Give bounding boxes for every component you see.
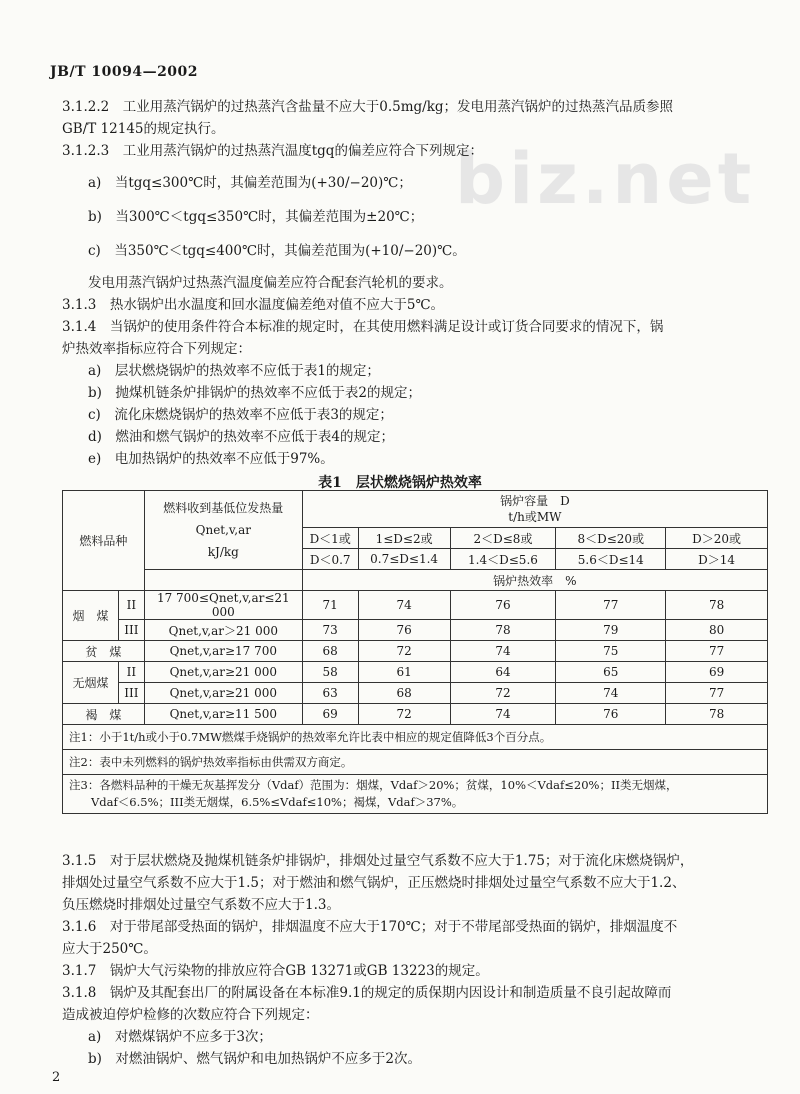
fuel-header: 燃料品种 bbox=[63, 491, 145, 591]
value-cell: 78 bbox=[666, 704, 768, 725]
capacity-col: D＜0.7 bbox=[302, 549, 358, 570]
heat-cell: Qnet,v,ar＞21 000 bbox=[144, 620, 302, 641]
value-cell: 76 bbox=[450, 591, 556, 620]
value-cell: 76 bbox=[358, 620, 450, 641]
value-cell: 72 bbox=[450, 683, 556, 704]
table-note-cont: Vdaf＜6.5%；III类无烟煤，6.5%≤Vdaf≤10%；褐煤，Vdaf＞37%。 bbox=[91, 795, 464, 809]
table-row bbox=[63, 641, 768, 662]
watermark: biz.net bbox=[455, 138, 756, 220]
value-cell: 72 bbox=[358, 641, 450, 662]
heat-header-unit: kJ/kg bbox=[207, 545, 239, 559]
value-cell: 78 bbox=[450, 620, 556, 641]
clause-3-1-2-2-line1: 3.1.2.2 工业用蒸汽锅炉的过热蒸汽含盐量不应大于0.5mg/kg；发电用蒸汽锅炉的过热蒸汽品质参照 bbox=[62, 99, 674, 115]
fuel-cell: 褐 煤 bbox=[63, 704, 145, 725]
value-cell: 68 bbox=[302, 641, 358, 662]
clause-3-1-3: 3.1.3 热水锅炉出水温度和回水温度偏差绝对值不应大于5℃。 bbox=[62, 297, 445, 313]
capacity-col: 1.4＜D≤5.6 bbox=[450, 549, 556, 570]
value-cell: 74 bbox=[450, 641, 556, 662]
value-cell: 79 bbox=[556, 620, 666, 641]
clause-3-1-2-3-tail: 发电用蒸汽锅炉过热蒸汽温度偏差应符合配套汽轮机的要求。 bbox=[88, 275, 453, 291]
table-row bbox=[63, 591, 768, 620]
table-row bbox=[63, 683, 768, 704]
capacity-col: D＞20或 bbox=[666, 528, 768, 549]
value-cell: 72 bbox=[358, 704, 450, 725]
fuel-cell: 无烟煤 bbox=[63, 662, 119, 704]
clause-3-1-6-line1: 3.1.6 对于带尾部受热面的锅炉，排烟温度不应大于170℃；对于不带尾部受热面的锅炉，排烟温度不 bbox=[62, 919, 678, 935]
table-note: 注2：表中未列燃料的锅炉热效率指标由供需双方商定。 bbox=[63, 750, 768, 775]
heat-header-symbol: Qnet,v,ar bbox=[195, 523, 251, 537]
heat-cell: Qnet,v,ar≥21 000 bbox=[144, 683, 302, 704]
grade-cell: III bbox=[118, 620, 144, 641]
list-item: e) 电加热锅炉的热效率不应低于97%。 bbox=[88, 451, 334, 467]
capacity-col: 8＜D≤20或 bbox=[556, 528, 666, 549]
capacity-col: 1≤D≤2或 bbox=[358, 528, 450, 549]
standard-code: JB/T 10094—2002 bbox=[50, 64, 199, 80]
value-cell: 58 bbox=[302, 662, 358, 683]
value-cell: 74 bbox=[556, 683, 666, 704]
capacity-col: 2＜D≤8或 bbox=[450, 528, 556, 549]
clause-3-1-4-line1: 3.1.4 当锅炉的使用条件符合本标准的规定时，在其使用燃料满足设计或订货合同要求的情况下，锅 bbox=[62, 319, 664, 335]
grade-cell: II bbox=[118, 591, 144, 620]
clause-3-1-8-line1: 3.1.8 锅炉及其配套出厂的附属设备在本标准9.1的规定的质保期内因设计和制造质量不良引起故障而 bbox=[62, 985, 672, 1001]
value-cell: 77 bbox=[666, 641, 768, 662]
value-cell: 77 bbox=[666, 683, 768, 704]
list-item: c) 当350℃＜tgq≤400℃时，其偏差范围为(+10/−20)℃。 bbox=[88, 243, 466, 259]
list-item: a) 层状燃烧锅炉的热效率不应低于表1的规定； bbox=[88, 363, 380, 379]
value-cell: 69 bbox=[302, 704, 358, 725]
value-cell: 65 bbox=[556, 662, 666, 683]
table-row bbox=[63, 662, 768, 683]
list-item: d) 燃油和燃气锅炉的热效率不应低于表4的规定； bbox=[88, 429, 394, 445]
clause-3-1-5-line3: 负压燃烧时排烟处过量空气系数不应大于1.3。 bbox=[62, 897, 340, 913]
value-cell: 75 bbox=[556, 641, 666, 662]
value-cell: 74 bbox=[450, 704, 556, 725]
value-cell: 64 bbox=[450, 662, 556, 683]
table-title: 表1 层状燃烧锅炉热效率 bbox=[318, 475, 482, 491]
value-cell: 78 bbox=[666, 591, 768, 620]
value-cell: 77 bbox=[556, 591, 666, 620]
clause-3-1-5-line1: 3.1.5 对于层状燃烧及抛煤机链条炉排锅炉，排烟处过量空气系数不应大于1.75；对于流化床燃烧锅炉， bbox=[62, 853, 694, 869]
list-item: a) 对燃煤锅炉不应多于3次； bbox=[88, 1029, 272, 1045]
heat-cell: Qnet,v,ar≥21 000 bbox=[144, 662, 302, 683]
clause-3-1-4-line2: 炉热效率指标应符合下列规定： bbox=[62, 341, 251, 357]
clause-3-1-8-line2: 造成被迫停炉检修的次数应符合下列规定： bbox=[62, 1007, 319, 1023]
value-cell: 80 bbox=[666, 620, 768, 641]
fuel-cell: 烟 煤 bbox=[63, 591, 119, 641]
heat-cell: Qnet,v,ar≥17 700 bbox=[144, 641, 302, 662]
list-item: b) 当300℃＜tgq≤350℃时，其偏差范围为±20℃； bbox=[88, 209, 424, 225]
fuel-cell: 贫 煤 bbox=[63, 641, 145, 662]
list-item: a) 当tgq≤300℃时，其偏差范围为(+30/−20)℃； bbox=[88, 175, 412, 191]
value-cell: 71 bbox=[302, 591, 358, 620]
clause-3-1-2-2-line2: GB/T 12145的规定执行。 bbox=[62, 121, 225, 137]
capacity-col: D＜1或 bbox=[302, 528, 358, 549]
table-row bbox=[63, 704, 768, 725]
clause-3-1-5-line2: 排烟处过量空气系数不应大于1.5；对于燃油和燃气锅炉，正压燃烧时排烟处过量空气系数不应大于1.2、 bbox=[62, 875, 686, 891]
grade-cell: III bbox=[118, 683, 144, 704]
list-item: b) 对燃油锅炉、燃气锅炉和电加热锅炉不应多于2次。 bbox=[88, 1051, 421, 1067]
heat-cell: 17 700≤Qnet,v,ar≤21 000 bbox=[144, 591, 302, 620]
clause-3-1-6-line2: 应大于250℃。 bbox=[62, 941, 157, 957]
value-cell: 68 bbox=[358, 683, 450, 704]
value-cell: 69 bbox=[666, 662, 768, 683]
efficiency-table bbox=[62, 490, 768, 814]
list-item: c) 流化床燃烧锅炉的热效率不应低于表3的规定； bbox=[88, 407, 393, 423]
capacity-col: 5.6＜D≤14 bbox=[556, 549, 666, 570]
capacity-header-unit: t/h或MW bbox=[508, 510, 562, 524]
table-note: 注3：各燃料品种的干燥无灰基挥发分（Vdaf）范围为：烟煤，Vdaf＞20%；贫煤，10%＜Vdaf≤20%；II类无烟煤， bbox=[69, 778, 678, 792]
clause-3-1-7: 3.1.7 锅炉大气污染物的排放应符合GB 13271或GB 13223的规定。 bbox=[62, 963, 489, 979]
value-cell: 74 bbox=[358, 591, 450, 620]
efficiency-header: 锅炉热效率 % bbox=[302, 570, 767, 591]
grade-cell: II bbox=[118, 662, 144, 683]
capacity-col: 0.7≤D≤1.4 bbox=[358, 549, 450, 570]
value-cell: 61 bbox=[358, 662, 450, 683]
capacity-col: D＞14 bbox=[666, 549, 768, 570]
table-note: 注1：小于1t/h或小于0.7MW燃煤手烧锅炉的热效率允许比表中相应的规定值降低3个百分点。 bbox=[63, 725, 768, 750]
list-item: b) 抛煤机链条炉排锅炉的热效率不应低于表2的规定； bbox=[88, 385, 421, 401]
heat-cell: Qnet,v,ar≥11 500 bbox=[144, 704, 302, 725]
value-cell: 73 bbox=[302, 620, 358, 641]
table-row bbox=[63, 620, 768, 641]
capacity-header: 锅炉容量 D bbox=[500, 494, 570, 508]
clause-3-1-2-3: 3.1.2.3 工业用蒸汽锅炉的过热蒸汽温度tgq的偏差应符合下列规定： bbox=[62, 143, 483, 159]
page-number: 2 bbox=[52, 1070, 61, 1085]
value-cell: 76 bbox=[556, 704, 666, 725]
value-cell: 63 bbox=[302, 683, 358, 704]
heat-header: 燃料收到基低位发热量 bbox=[163, 501, 284, 515]
